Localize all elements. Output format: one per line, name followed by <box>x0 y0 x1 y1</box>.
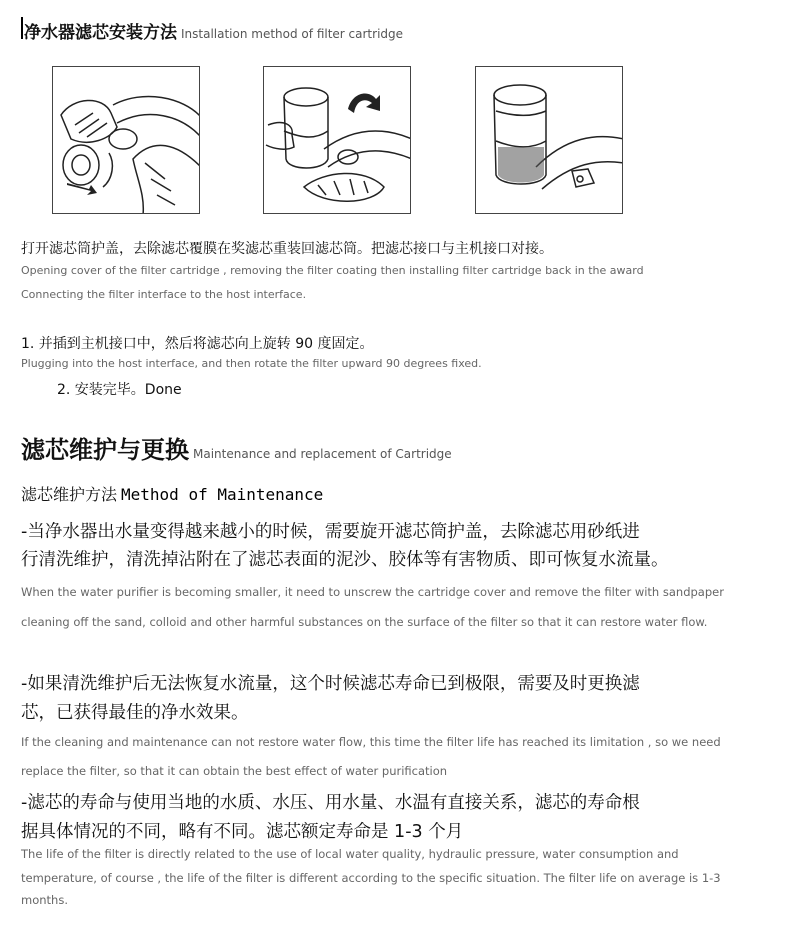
p3-en-3: months. <box>21 893 68 907</box>
p1-cn-1: -当净水器出水量变得越来越小的时候，需要旋开滤芯筒护盖，去除滤芯用砂纸进 <box>21 522 640 542</box>
step2: 2. 安装完毕。Done <box>57 382 182 398</box>
method-title-en: Method of Maintenance <box>121 485 324 504</box>
p2-cn-1: -如果清洗维护后无法恢复水流量，这个时候滤芯寿命已到极限，需要及时更换滤 <box>21 674 640 694</box>
maintenance-title-en: Maintenance and replacement of Cartridge <box>193 447 452 461</box>
install-figure-3 <box>475 66 623 214</box>
maintenance-heading <box>21 430 452 465</box>
method-title-cn: 滤芯维护方法 <box>21 485 118 504</box>
installed-filter-illustration <box>476 67 623 214</box>
p1-en-2: cleaning off the sand, colloid and other harmful substances on the surface of the filter so that it can restore water flow. <box>21 615 708 629</box>
p2-en-1: If the cleaning and maintenance can not restore water flow, this time the filter life has reached its limitation , so we need <box>21 735 721 749</box>
install-title-cn: 净水器滤芯安装方法 <box>24 23 177 43</box>
install-figure-2 <box>263 66 411 214</box>
text-cursor <box>21 17 23 39</box>
install-figure-1 <box>52 66 200 214</box>
step-open-en-2: Connecting the filter interface to the host interface. <box>21 288 307 301</box>
p3-en-2: temperature, of course , the life of the filter is different according to the specific situation. The filter life on average is 1-3 <box>21 871 721 885</box>
p2-cn-2: 芯，已获得最佳的净水效果。 <box>21 703 249 723</box>
method-heading <box>21 482 323 505</box>
step-open-en-1: Opening cover of the filter cartridge , removing the filter coating then installing filter cartridge back in the award <box>21 264 644 277</box>
p3-cn-1: -滤芯的寿命与使用当地的水质、水压、用水量、水温有直接关系，滤芯的寿命根 <box>21 793 640 813</box>
step1-en: Plugging into the host interface, and then rotate the filter upward 90 degrees fixed. <box>21 357 482 370</box>
p1-en-1: When the water purifier is becoming smaller, it need to unscrew the cartridge cover and remove the filter with sandpaper <box>21 585 724 599</box>
p3-en-1: The life of the filter is directly related to the use of local water quality, hydraulic pressure, water consumption and <box>21 847 679 861</box>
open-cover-illustration <box>53 67 200 214</box>
p2-en-2: replace the filter, so that it can obtain the best effect of water purification <box>21 764 448 778</box>
maintenance-title-cn: 滤芯维护与更换 <box>21 436 189 464</box>
rotate-filter-illustration <box>264 67 411 214</box>
p1-cn-2: 行清洗维护，清洗掉沾附在了滤芯表面的泥沙、胶体等有害物质、即可恢复水流量。 <box>21 550 669 570</box>
p3-cn-2: 据具体情况的不同，略有不同。滤芯额定寿命是 1-3 个月 <box>21 822 464 842</box>
install-heading <box>24 18 403 43</box>
install-title-en: Installation method of filter cartridge <box>181 27 404 41</box>
step1-cn: 1. 并插到主机接口中，然后将滤芯向上旋转 90 度固定。 <box>21 336 374 352</box>
step-open-cn: 打开滤芯筒护盖，去除滤芯覆膜在奖滤芯重装回滤芯筒。把滤芯接口与主机接口对接。 <box>21 241 553 257</box>
